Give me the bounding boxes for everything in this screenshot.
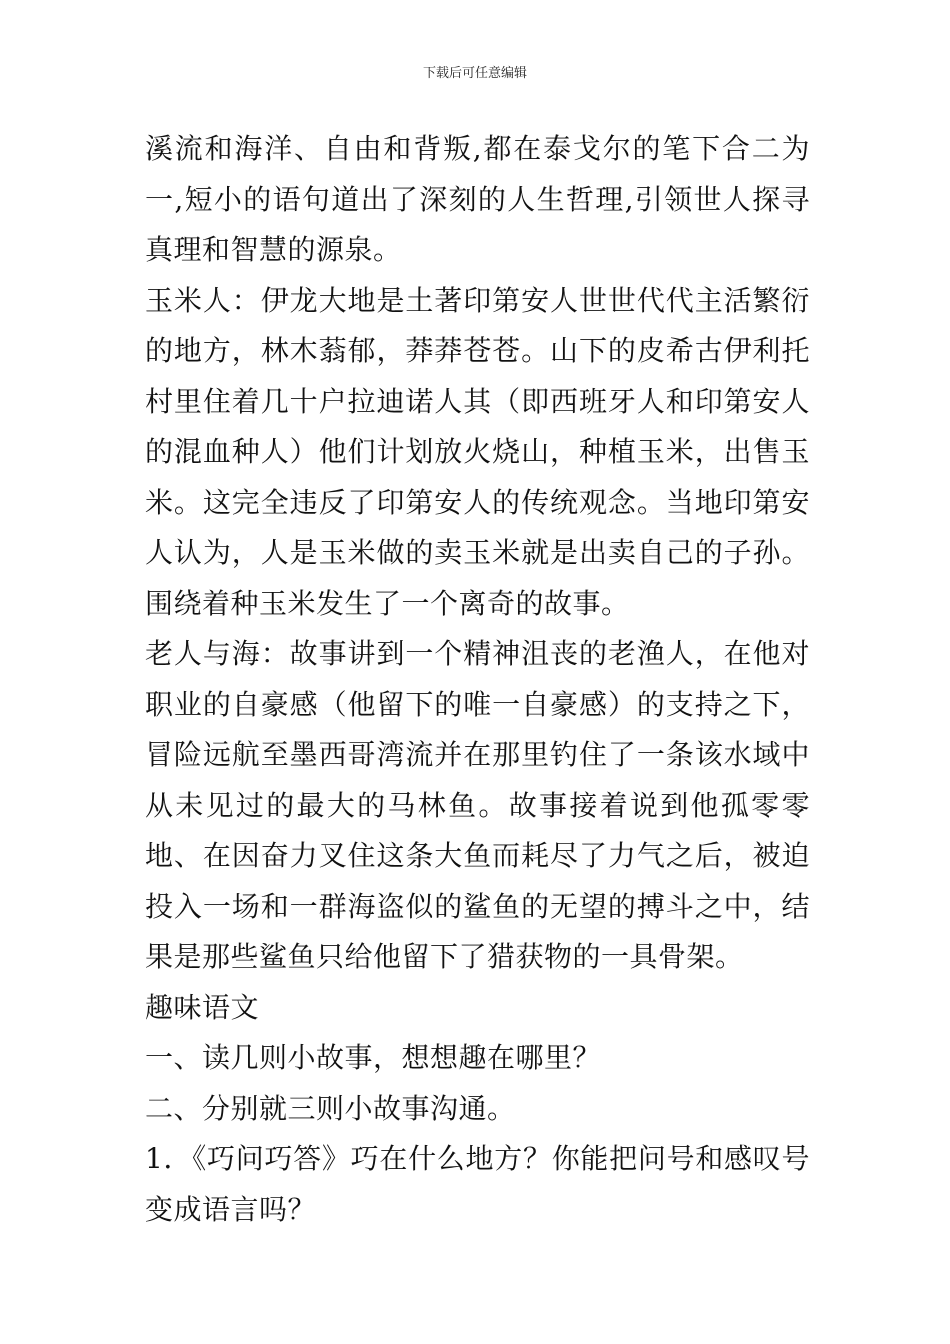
paragraph-men-of-maize: 玉米人：伊龙大地是土著印第安人世世代代主活繁衍的地方，林木蓊郁，莽莽苍苍。山下的皮希古伊利托村里住着几十户拉迪诺人其（即西班牙人和印第安人的混血种人）他们计划放火烧山，种植玉米，出售玉米。这完全违反了印第安人的传统观念。当地印第安人认为，人是玉米做的卖玉米就是出卖自己的子孙。围绕着种玉米发生了一个离奇的故事。 <box>145 283 810 620</box>
paragraph-tagore-summary: 溪流和海洋、自由和背叛,都在泰戈尔的笔下合二为一,短小的语句道出了深刻的人生哲理,引领世人探寻真理和智慧的源泉。 <box>145 132 810 266</box>
page-header-note: 下载后可任意编辑 <box>422 66 527 81</box>
section-heading-fun-chinese: 趣味语文 <box>145 990 260 1024</box>
task-item-two: 二、分别就三则小故事沟通。 <box>145 1091 516 1125</box>
document-body <box>145 124 810 1235</box>
question-item-one: 1．《巧问巧答》巧在什么地方？你能把问号和感叹号变成语言吗？ <box>145 1142 810 1226</box>
task-item-one: 一、读几则小故事，想想趣在哪里？ <box>145 1041 602 1074</box>
paragraph-old-man-and-the-sea: 老人与海：故事讲到一个精神沮丧的老渔人，在他对职业的自豪感（他留下的唯一自豪感）的支持之下，冒险远航至墨西哥湾流并在那里钓住了一条该水域中从未见过的最大的马林鱼。故事接着说到他孤零零地、在因奋力叉住这条大鱼而耗尽了力气之后，被迫投入一场和一群海盗似的鲨鱼的无望的搏斗之中，结果是那些鲨鱼只给他留下了猎获物的一具骨架。 <box>145 637 810 973</box>
